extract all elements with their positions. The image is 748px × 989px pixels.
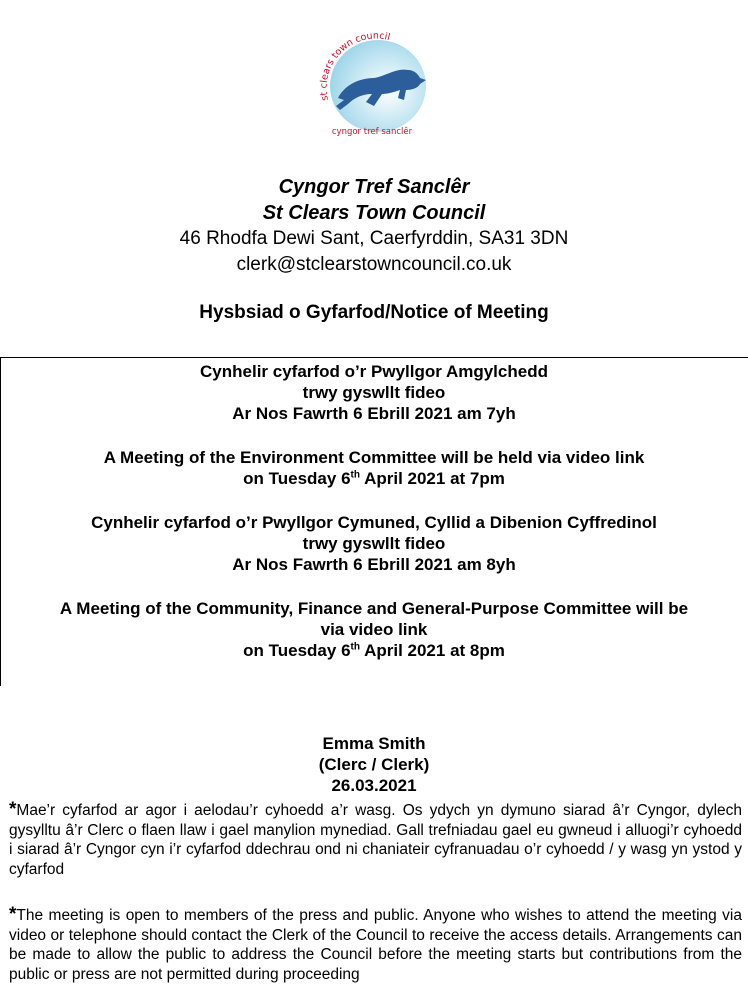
cfg-welsh-line-2: trwy gyswllt fideo <box>302 534 446 553</box>
cfg-english-line-3: on Tuesday 6th April 2021 at 8pm <box>243 641 505 660</box>
asterisk: * <box>9 799 17 820</box>
council-logo-graphic <box>300 28 450 138</box>
cfg-welsh-line-3: Ar Nos Fawrth 6 Ebrill 2021 am 8yh <box>232 555 516 574</box>
council-name-english: St Clears Town Council <box>262 202 486 224</box>
logo-bottom-text: cyngor tref sanclêr <box>331 127 413 137</box>
council-address: 46 Rhodfa Dewi Sant, Caerfyrddin, SA31 3DN <box>179 228 569 249</box>
env-welsh-line-2: trwy gyswllt fideo <box>302 383 446 402</box>
clerk-name: Emma Smith <box>322 734 426 753</box>
cfg-english-line-1: A Meeting of the Community, Finance and General-Purpose Committee will be <box>59 599 689 618</box>
env-welsh-line-1: Cynhelir cyfarfod o’r Pwyllgor Amgylchedd <box>200 362 548 381</box>
council-email: clerk@stclearstowncouncil.co.uk <box>236 254 512 275</box>
welsh-public-note: *Mae’r cyfarfod ar agor i aelodau’r cyhoedd a’r wasg. Os ydych yn dymuno siarad â’r Cyngor, dylech gysylltu â’r Clerc o flaen llaw i gael manylion mynediad. Gall trefniadau gael eu gwneud i alluogi’r cyhoedd i siarad â’r Cyngor cyn i’r cyfarfod ddechrau ond ni chaniateir cyfranuadau o’r cyhoedd / y wasg yn ystod y cyfarfod <box>9 799 742 878</box>
env-welsh-line-3: Ar Nos Fawrth 6 Ebrill 2021 am 7yh <box>232 404 516 423</box>
cfg-english-line-2: via video link <box>320 620 428 639</box>
clerk-role: (Clerc / Clerk) <box>318 755 430 774</box>
cfg-welsh-line-1: Cynhelir cyfarfod o’r Pwyllgor Cymuned, Cyllid a Dibenion Cyffredinol <box>91 513 657 532</box>
notice-title: Hysbsiad o Gyfarfod/Notice of Meeting <box>199 302 549 323</box>
env-english-line-1: A Meeting of the Environment Committee will be held via video link <box>103 448 645 467</box>
env-english-line-2: on Tuesday 6th April 2021 at 7pm <box>243 469 505 488</box>
council-logo <box>300 28 450 138</box>
english-public-note: *The meeting is open to members of the press and public. Anyone who wishes to attend the meeting via video or telephone should contact the Clerk of the Council to receive the access details. Arrangements can be made to allow the public to address the Council before the meeting starts but contributions from the public or press are not permitted during proceeding <box>9 904 742 983</box>
asterisk: * <box>9 904 17 925</box>
logo-arc-top-text: st clears town council <box>318 30 392 102</box>
notice-date: 26.03.2021 <box>331 776 417 795</box>
council-name-welsh: Cyngor Tref Sanclêr <box>278 176 470 198</box>
